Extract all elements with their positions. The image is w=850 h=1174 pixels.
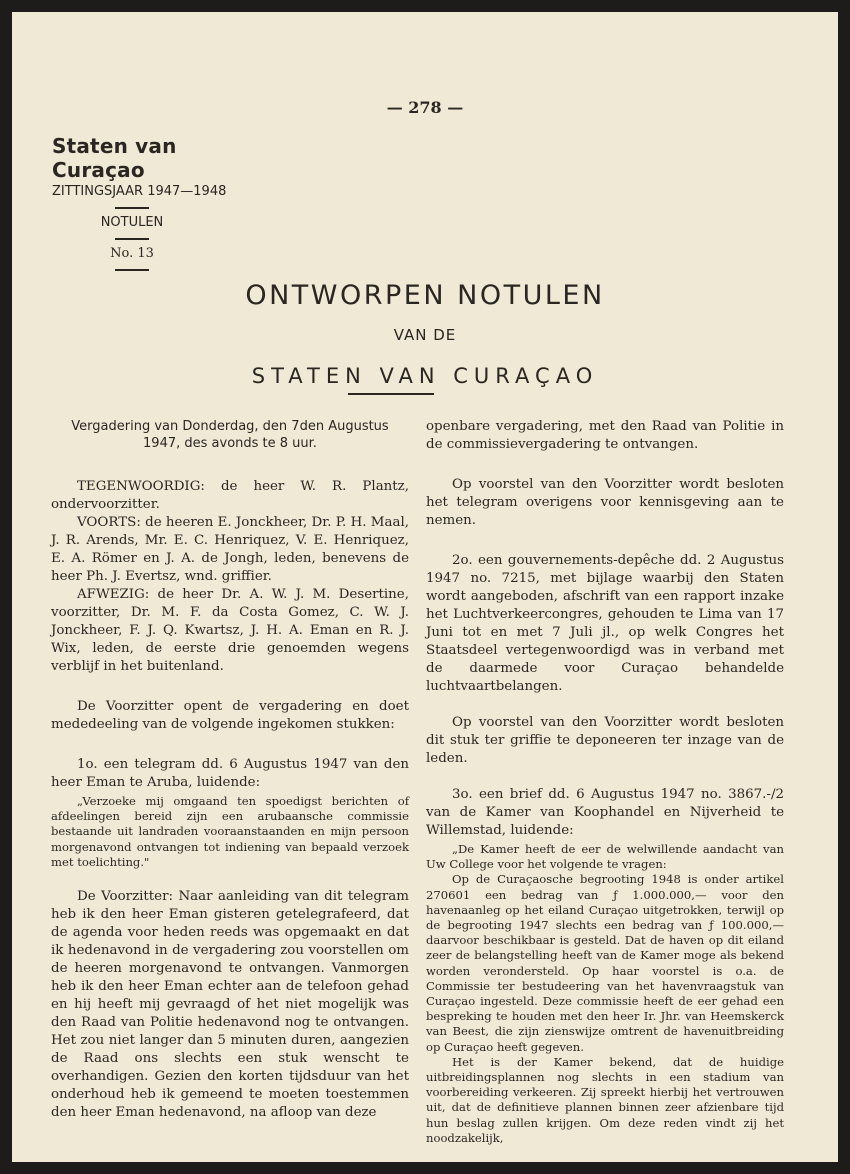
title-underline [348,393,434,395]
title-body: STATEN VAN CURAÇAO [251,364,599,388]
divider [115,269,149,271]
item-1: 1o. een telegram dd. 6 Augustus 1947 van den heer Eman te Aruba, luidende: [51,757,409,790]
issue-number: No. 13 [110,246,154,261]
main-title: ONTWORPEN NOTULEN [245,280,605,311]
title-connector: VAN DE [393,326,457,344]
meeting-heading: Vergadering van Donderdag, den 7den Augustus 1947, des avonds te 8 uur. [71,419,389,451]
absent-paragraph: AFWEZIG: de heer Dr. A. W. J. M. Desertine, voorzitter, Dr. M. F. da Costa Gomez, C. W. J. Jonckheer, F. J. Q. Kwartsz, J. H. A. Eman en R. J. Wix, leden, de eerste drie genoemden wegens verblijf in het buitenland. [51,587,409,674]
session-year: ZITTINGSJAAR 1947—1948 [52,184,227,199]
also-present-paragraph: VOORTS: de heeren E. Jonckheer, Dr. P. H. Maal, J. R. Arends, Mr. E. C. Henriquez, V. E. Henriquez, E. A. Römer en J. A. de Jongh, leden, benevens de heer Ph. J. Evertsz, wnd. griffier. [51,515,409,584]
item-2: 2o. een gouvernements-depêche dd. 2 Augustus 1947 no. 7215, met bijlage waarbij den Staten wordt aangeboden, afschrift van een rapport inzake het Luchtverkeercongres, gehouden te Lima van 17 Juni tot en met 7 Juli jl., op welk Congres het Staatsdeel vertegenwoordigd was in verband met de daarmede voor Curaçao behandelde luchtvaartbelangen. [426,553,784,694]
divider [115,207,149,209]
chair-statement: De Voorzitter: Naar aanleiding van dit telegram heb ik den heer Eman gisteren getelegrafeerd, dat de agenda voor heden reeds was opgemaakt en dat ik hedenavond in de vergadering zou voorstellen om de heeren morgenavond te ontvangen. Vanmorgen heb ik den heer Eman echter aan de telefoon gehad en hij heeft mij gevraagd of het niet mogelijk was den Raad van Politie hedenavond nog te ontvangen. Het zou niet langer dan 5 minuten duren, aangezien de Raad ons slechts een stuk wenscht te overhandigen. Gezien den korten tijdsduur van het onderhoud heb ik gemeend te moeten toestemmen den heer Eman hedenavond, na afloop van deze [51,889,409,1121]
item-1-quote: „Verzoeke mij omgaand ten spoedigst berichten of afdeelingen bereid zijn een arubaansche commissie bestaande uit landraden vooraanstaanden en mijn persoon morgenavond ontvangen tot indiening van bepaald verzoek met toelichting." [51,794,409,869]
masthead [52,134,252,277]
document-page [12,12,838,1162]
decision-1: Op voorstel van den Voorzitter wordt besloten het telegram overigens voor kennisgeving aan te nemen. [426,477,784,528]
right-column [426,418,784,1146]
masthead-title: Staten van Curaçao [52,134,177,182]
divider [115,238,149,240]
opening-paragraph: De Voorzitter opent de vergadering en doet mededeeling van de volgende ingekomen stukken: [51,699,409,732]
item-3-quote-2: Op de Curaçaosche begrooting 1948 is onder artikel 270601 een bedrag van ƒ 1.000.000,— voor den havenaanleg op het eiland Curaçao uitgetrokken, terwijl op de begrooting 1947 slechts een bedrag van ƒ 100.000,— daarvoor beschikbaar is gesteld. Dat de haven op dit eiland zeer de belangstelling heeft van de Kamer moge als bekend worden verondersteld. Op haar voorstel is o.a. de Commissie ter bestudeering van het havenvraagstuk van Curaçao ingesteld. Deze commissie heeft de eer gehad een bespreking te houden met den heer Ir. Jhr. van Heemskerck van Beest, die zijn zienswijze omtrent de havenuitbreiding op Curaçao heeft gegeven. [426,872,784,1054]
decision-2: Op voorstel van den Voorzitter wordt besloten dit stuk ter griffie te deponeeren ter inzage van de leden. [426,715,784,766]
present-paragraph: TEGENWOORDIG: de heer W. R. Plantz, ondervoorzitter. [51,479,409,512]
section-label: NOTULEN [100,215,164,230]
item-3-quote-3: Het is der Kamer bekend, dat de huidige uitbreidingsplannen nog slechts in een stadium van voorbereiding verkeeren. Zij spreekt hierbij het vertrouwen uit, dat de definitieve plannen binnen zeer afzienbare tijd hun beslag zullen krijgen. Om deze reden vindt zij het noodzakelijk, [426,1054,784,1145]
continuation-paragraph: openbare vergadering, met den Raad van Politie in de commissievergadering te ontvangen. [426,419,784,452]
masthead-block [52,207,212,271]
page-number: — 278 — [386,98,464,117]
item-3: 3o. een brief dd. 6 Augustus 1947 no. 3867.-/2 van de Kamer van Koophandel en Nijverheid te Willemstad, luidende: [426,787,784,838]
left-column [51,418,409,1122]
item-3-quote-1: „De Kamer heeft de eer de welwillende aandacht van Uw College voor het volgende te vragen: [426,842,784,872]
